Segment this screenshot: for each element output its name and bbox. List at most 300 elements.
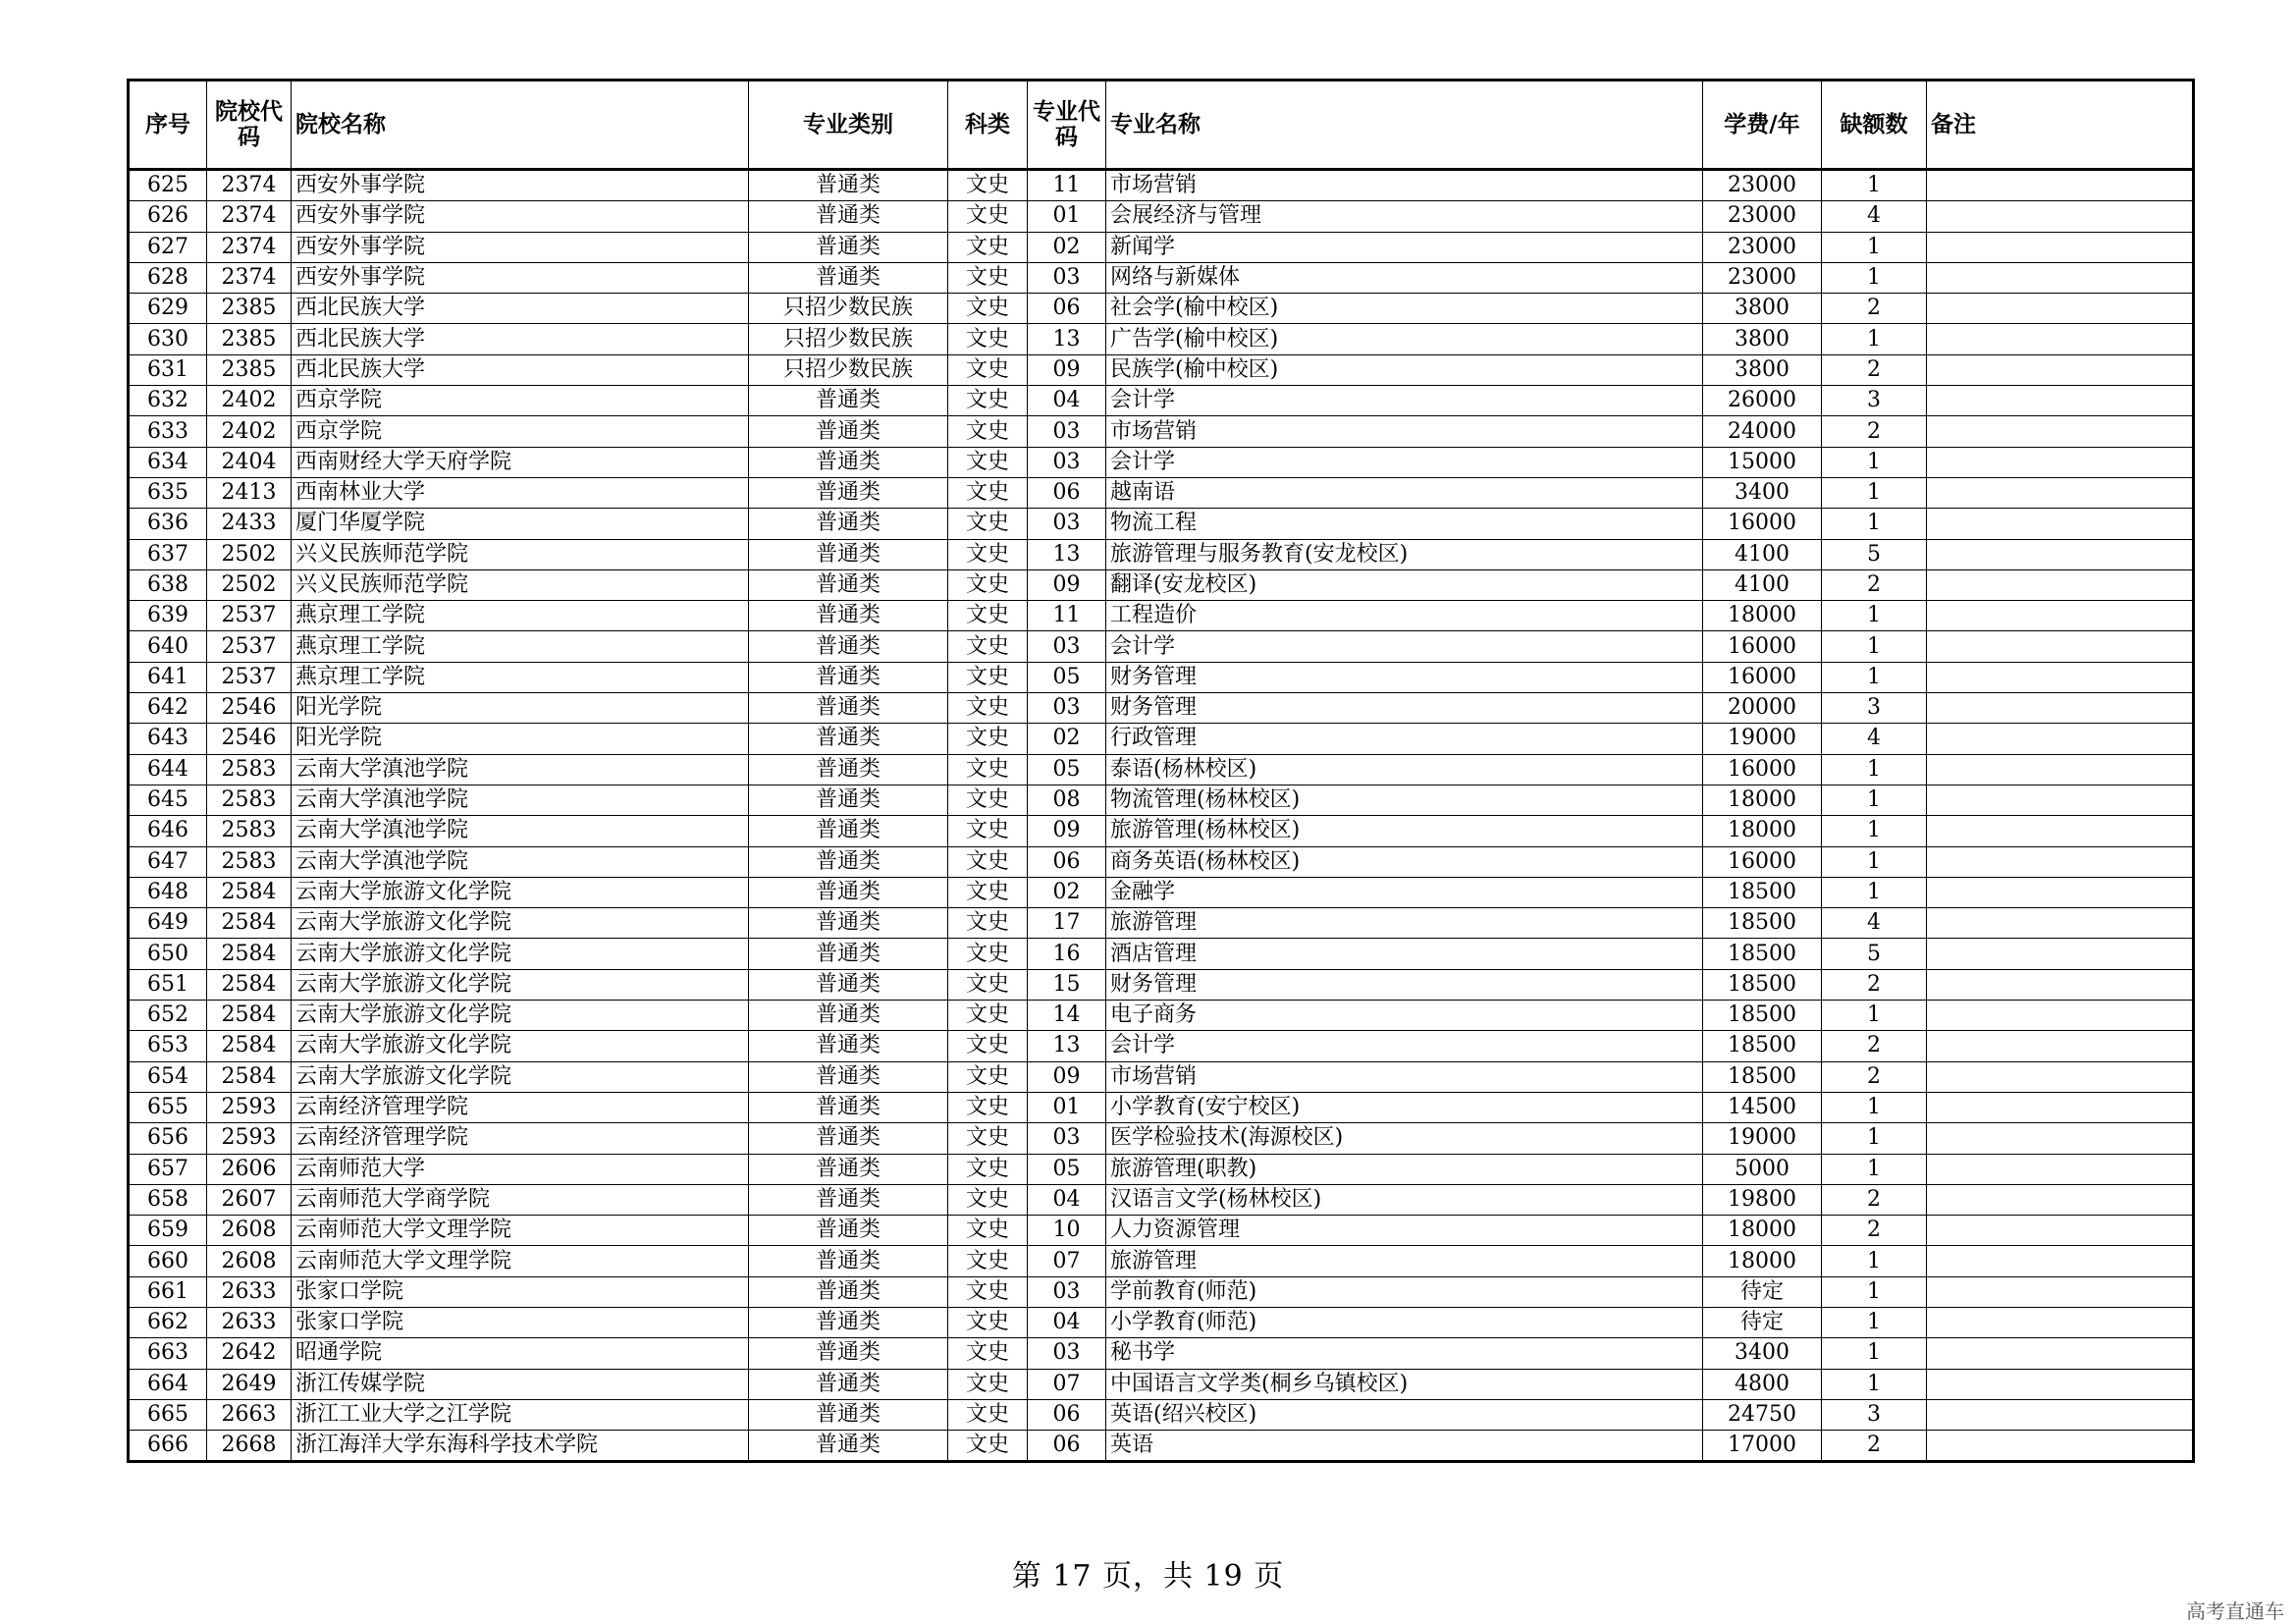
cell-subject-type: 文史 xyxy=(948,1246,1028,1276)
cell-index: 666 xyxy=(129,1431,207,1462)
table-row xyxy=(129,1431,2194,1462)
cell-major-name: 旅游管理 xyxy=(1106,1246,1703,1276)
cell-index: 636 xyxy=(129,509,207,539)
cell-remarks xyxy=(1927,877,2194,907)
cell-major-name: 物流管理(杨林校区) xyxy=(1106,785,1703,815)
cell-index: 643 xyxy=(129,724,207,754)
table-row xyxy=(129,969,2194,1000)
cell-school-code: 2584 xyxy=(207,877,292,907)
cell-school-code: 2584 xyxy=(207,969,292,1000)
cell-major-code: 05 xyxy=(1028,1154,1106,1184)
cell-major-code: 09 xyxy=(1028,569,1106,600)
header-subject-type: 科类 xyxy=(948,81,1028,170)
cell-major-name: 会计学 xyxy=(1106,386,1703,416)
cell-subject-type: 文史 xyxy=(948,354,1028,385)
cell-remarks xyxy=(1927,232,2194,262)
cell-major-code: 06 xyxy=(1028,1431,1106,1462)
table-row xyxy=(129,939,2194,969)
cell-index: 663 xyxy=(129,1338,207,1369)
cell-index: 654 xyxy=(129,1061,207,1092)
cell-vacancy: 4 xyxy=(1822,201,1927,232)
cell-major-category: 普通类 xyxy=(749,785,948,815)
cell-remarks xyxy=(1927,969,2194,1000)
cell-tuition: 23000 xyxy=(1703,232,1822,262)
cell-major-category: 普通类 xyxy=(749,693,948,724)
cell-subject-type: 文史 xyxy=(948,1184,1028,1215)
cell-school-code: 2502 xyxy=(207,569,292,600)
table-row xyxy=(129,816,2194,846)
cell-remarks xyxy=(1927,354,2194,385)
cell-index: 662 xyxy=(129,1307,207,1337)
cell-major-name: 行政管理 xyxy=(1106,724,1703,754)
cell-vacancy: 1 xyxy=(1822,846,1927,877)
cell-tuition: 18500 xyxy=(1703,877,1822,907)
cell-major-category: 普通类 xyxy=(749,201,948,232)
cell-remarks xyxy=(1927,1246,2194,1276)
cell-major-category: 普通类 xyxy=(749,569,948,600)
cell-major-code: 03 xyxy=(1028,693,1106,724)
cell-major-name: 小学教育(安宁校区) xyxy=(1106,1092,1703,1122)
cell-index: 630 xyxy=(129,324,207,354)
cell-major-name: 会计学 xyxy=(1106,447,1703,477)
table-row xyxy=(129,1154,2194,1184)
cell-tuition: 16000 xyxy=(1703,846,1822,877)
cell-tuition: 18500 xyxy=(1703,939,1822,969)
cell-index: 632 xyxy=(129,386,207,416)
cell-vacancy: 2 xyxy=(1822,1216,1927,1246)
cell-tuition: 15000 xyxy=(1703,447,1822,477)
cell-major-category: 普通类 xyxy=(749,908,948,939)
cell-subject-type: 文史 xyxy=(948,1216,1028,1246)
table-row xyxy=(129,324,2194,354)
cell-major-name: 财务管理 xyxy=(1106,662,1703,692)
cell-index: 655 xyxy=(129,1092,207,1122)
cell-school-code: 2374 xyxy=(207,232,292,262)
table-row xyxy=(129,1216,2194,1246)
cell-remarks xyxy=(1927,539,2194,569)
cell-major-name: 秘书学 xyxy=(1106,1338,1703,1369)
cell-tuition: 16000 xyxy=(1703,631,1822,662)
cell-remarks xyxy=(1927,1369,2194,1399)
cell-tuition: 24000 xyxy=(1703,416,1822,447)
cell-school-code: 2606 xyxy=(207,1154,292,1184)
cell-major-code: 06 xyxy=(1028,477,1106,508)
cell-major-name: 新闻学 xyxy=(1106,232,1703,262)
cell-major-name: 酒店管理 xyxy=(1106,939,1703,969)
cell-vacancy: 2 xyxy=(1822,969,1927,1000)
cell-tuition: 23000 xyxy=(1703,262,1822,293)
cell-vacancy: 2 xyxy=(1822,1031,1927,1061)
cell-tuition: 3800 xyxy=(1703,354,1822,385)
cell-school-code: 2374 xyxy=(207,170,292,201)
cell-school-name: 燕京理工学院 xyxy=(292,601,749,631)
cell-subject-type: 文史 xyxy=(948,877,1028,907)
cell-school-name: 西北民族大学 xyxy=(292,294,749,324)
cell-major-category: 普通类 xyxy=(749,1399,948,1430)
cell-major-category: 普通类 xyxy=(749,1307,948,1337)
cell-school-code: 2663 xyxy=(207,1399,292,1430)
cell-school-name: 云南大学旅游文化学院 xyxy=(292,908,749,939)
cell-index: 647 xyxy=(129,846,207,877)
cell-major-name: 广告学(榆中校区) xyxy=(1106,324,1703,354)
cell-major-category: 普通类 xyxy=(749,539,948,569)
cell-index: 634 xyxy=(129,447,207,477)
cell-school-name: 阳光学院 xyxy=(292,724,749,754)
cell-school-code: 2546 xyxy=(207,724,292,754)
cell-index: 627 xyxy=(129,232,207,262)
cell-subject-type: 文史 xyxy=(948,1092,1028,1122)
cell-remarks xyxy=(1927,447,2194,477)
cell-tuition: 待定 xyxy=(1703,1307,1822,1337)
cell-remarks xyxy=(1927,1431,2194,1462)
cell-major-name: 翻译(安龙校区) xyxy=(1106,569,1703,600)
cell-school-code: 2502 xyxy=(207,539,292,569)
cell-major-category: 普通类 xyxy=(749,232,948,262)
cell-subject-type: 文史 xyxy=(948,539,1028,569)
header-index: 序号 xyxy=(129,81,207,170)
cell-major-category: 普通类 xyxy=(749,816,948,846)
cell-remarks xyxy=(1927,662,2194,692)
cell-major-code: 03 xyxy=(1028,1338,1106,1369)
cell-school-name: 云南大学滇池学院 xyxy=(292,816,749,846)
cell-major-code: 06 xyxy=(1028,846,1106,877)
cell-school-code: 2584 xyxy=(207,1031,292,1061)
cell-school-name: 云南大学滇池学院 xyxy=(292,754,749,785)
cell-vacancy: 3 xyxy=(1822,1399,1927,1430)
cell-major-code: 04 xyxy=(1028,386,1106,416)
cell-tuition: 18500 xyxy=(1703,1031,1822,1061)
cell-subject-type: 文史 xyxy=(948,447,1028,477)
cell-vacancy: 1 xyxy=(1822,816,1927,846)
cell-index: 658 xyxy=(129,1184,207,1215)
cell-index: 635 xyxy=(129,477,207,508)
table-row xyxy=(129,754,2194,785)
cell-major-name: 中国语言文学类(桐乡乌镇校区) xyxy=(1106,1369,1703,1399)
cell-school-name: 西安外事学院 xyxy=(292,262,749,293)
cell-major-code: 03 xyxy=(1028,1123,1106,1154)
cell-major-name: 小学教育(师范) xyxy=(1106,1307,1703,1337)
page-number: 第 17 页，共 19 页 xyxy=(1011,1559,1285,1594)
table-row xyxy=(129,1307,2194,1337)
cell-vacancy: 1 xyxy=(1822,1123,1927,1154)
cell-major-category: 普通类 xyxy=(749,877,948,907)
cell-school-code: 2385 xyxy=(207,324,292,354)
cell-vacancy: 1 xyxy=(1822,324,1927,354)
cell-school-code: 2413 xyxy=(207,477,292,508)
cell-remarks xyxy=(1927,1184,2194,1215)
header-major-category: 专业类别 xyxy=(749,81,948,170)
cell-tuition: 24750 xyxy=(1703,1399,1822,1430)
cell-index: 659 xyxy=(129,1216,207,1246)
cell-vacancy: 5 xyxy=(1822,939,1927,969)
cell-vacancy: 1 xyxy=(1822,785,1927,815)
cell-major-category: 普通类 xyxy=(749,1369,948,1399)
cell-major-code: 05 xyxy=(1028,754,1106,785)
cell-major-category: 普通类 xyxy=(749,1338,948,1369)
cell-school-code: 2584 xyxy=(207,1001,292,1031)
cell-major-name: 社会学(榆中校区) xyxy=(1106,294,1703,324)
table-row xyxy=(129,569,2194,600)
table-row xyxy=(129,601,2194,631)
table-row xyxy=(129,447,2194,477)
cell-remarks xyxy=(1927,846,2194,877)
cell-school-name: 云南大学旅游文化学院 xyxy=(292,1061,749,1092)
cell-major-name: 旅游管理(职教) xyxy=(1106,1154,1703,1184)
cell-vacancy: 1 xyxy=(1822,1154,1927,1184)
cell-major-category: 普通类 xyxy=(749,846,948,877)
cell-school-name: 厦门华厦学院 xyxy=(292,509,749,539)
table-row xyxy=(129,416,2194,447)
watermark-text: 高考直通车 xyxy=(2186,1599,2284,1623)
cell-remarks xyxy=(1927,693,2194,724)
cell-remarks xyxy=(1927,785,2194,815)
cell-school-code: 2583 xyxy=(207,816,292,846)
cell-major-category: 普通类 xyxy=(749,447,948,477)
cell-school-name: 云南经济管理学院 xyxy=(292,1123,749,1154)
cell-school-name: 兴义民族师范学院 xyxy=(292,539,749,569)
cell-remarks xyxy=(1927,416,2194,447)
cell-school-name: 云南师范大学商学院 xyxy=(292,1184,749,1215)
cell-major-name: 旅游管理与服务教育(安龙校区) xyxy=(1106,539,1703,569)
cell-school-code: 2649 xyxy=(207,1369,292,1399)
cell-vacancy: 1 xyxy=(1822,262,1927,293)
cell-school-name: 昭通学院 xyxy=(292,1338,749,1369)
table-row xyxy=(129,846,2194,877)
cell-tuition: 待定 xyxy=(1703,1276,1822,1307)
cell-school-code: 2404 xyxy=(207,447,292,477)
cell-school-name: 西京学院 xyxy=(292,416,749,447)
cell-school-name: 浙江海洋大学东海科学技术学院 xyxy=(292,1431,749,1462)
cell-school-code: 2584 xyxy=(207,1061,292,1092)
cell-vacancy: 4 xyxy=(1822,908,1927,939)
cell-major-category: 普通类 xyxy=(749,969,948,1000)
cell-major-code: 09 xyxy=(1028,816,1106,846)
cell-school-code: 2385 xyxy=(207,294,292,324)
cell-remarks xyxy=(1927,262,2194,293)
cell-major-code: 03 xyxy=(1028,416,1106,447)
cell-remarks xyxy=(1927,1216,2194,1246)
cell-remarks xyxy=(1927,1154,2194,1184)
cell-subject-type: 文史 xyxy=(948,324,1028,354)
cell-subject-type: 文史 xyxy=(948,724,1028,754)
cell-subject-type: 文史 xyxy=(948,1061,1028,1092)
cell-school-name: 兴义民族师范学院 xyxy=(292,569,749,600)
cell-tuition: 3800 xyxy=(1703,294,1822,324)
cell-remarks xyxy=(1927,601,2194,631)
cell-major-category: 普通类 xyxy=(749,386,948,416)
cell-subject-type: 文史 xyxy=(948,416,1028,447)
cell-major-category: 普通类 xyxy=(749,1061,948,1092)
table-row xyxy=(129,1369,2194,1399)
cell-vacancy: 1 xyxy=(1822,631,1927,662)
table-row xyxy=(129,1001,2194,1031)
cell-school-code: 2385 xyxy=(207,354,292,385)
cell-major-name: 物流工程 xyxy=(1106,509,1703,539)
cell-school-code: 2433 xyxy=(207,509,292,539)
table-row xyxy=(129,785,2194,815)
cell-vacancy: 1 xyxy=(1822,1276,1927,1307)
cell-major-category: 只招少数民族 xyxy=(749,294,948,324)
cell-index: 629 xyxy=(129,294,207,324)
table-row xyxy=(129,294,2194,324)
cell-vacancy: 1 xyxy=(1822,447,1927,477)
cell-tuition: 19800 xyxy=(1703,1184,1822,1215)
table-body xyxy=(129,170,2194,1462)
cell-major-name: 越南语 xyxy=(1106,477,1703,508)
cell-major-name: 旅游管理(杨林校区) xyxy=(1106,816,1703,846)
table-row xyxy=(129,539,2194,569)
cell-index: 633 xyxy=(129,416,207,447)
cell-index: 665 xyxy=(129,1399,207,1430)
cell-index: 657 xyxy=(129,1154,207,1184)
cell-major-name: 英语 xyxy=(1106,1431,1703,1462)
cell-major-code: 16 xyxy=(1028,939,1106,969)
table-row xyxy=(129,262,2194,293)
cell-school-name: 云南经济管理学院 xyxy=(292,1092,749,1122)
cell-school-name: 云南师范大学 xyxy=(292,1154,749,1184)
header-major-name: 专业名称 xyxy=(1106,81,1703,170)
cell-major-name: 金融学 xyxy=(1106,877,1703,907)
header-school-name: 院校名称 xyxy=(292,81,749,170)
cell-school-code: 2374 xyxy=(207,262,292,293)
cell-school-name: 云南师范大学文理学院 xyxy=(292,1216,749,1246)
cell-major-name: 泰语(杨林校区) xyxy=(1106,754,1703,785)
cell-major-code: 05 xyxy=(1028,662,1106,692)
cell-major-category: 普通类 xyxy=(749,509,948,539)
cell-remarks xyxy=(1927,324,2194,354)
cell-subject-type: 文史 xyxy=(948,1369,1028,1399)
cell-school-code: 2608 xyxy=(207,1246,292,1276)
cell-major-category: 只招少数民族 xyxy=(749,324,948,354)
cell-subject-type: 文史 xyxy=(948,201,1028,232)
table-row xyxy=(129,1184,2194,1215)
cell-school-name: 张家口学院 xyxy=(292,1276,749,1307)
cell-tuition: 23000 xyxy=(1703,201,1822,232)
cell-major-name: 民族学(榆中校区) xyxy=(1106,354,1703,385)
cell-index: 638 xyxy=(129,569,207,600)
cell-vacancy: 2 xyxy=(1822,1184,1927,1215)
cell-tuition: 18000 xyxy=(1703,601,1822,631)
cell-school-name: 西南林业大学 xyxy=(292,477,749,508)
cell-tuition: 4800 xyxy=(1703,1369,1822,1399)
cell-tuition: 19000 xyxy=(1703,724,1822,754)
cell-tuition: 18000 xyxy=(1703,785,1822,815)
cell-major-code: 10 xyxy=(1028,1216,1106,1246)
cell-vacancy: 1 xyxy=(1822,1001,1927,1031)
cell-index: 651 xyxy=(129,969,207,1000)
cell-tuition: 18000 xyxy=(1703,816,1822,846)
cell-major-category: 普通类 xyxy=(749,1276,948,1307)
cell-vacancy: 2 xyxy=(1822,354,1927,385)
cell-tuition: 14500 xyxy=(1703,1092,1822,1122)
cell-tuition: 18500 xyxy=(1703,1061,1822,1092)
cell-remarks xyxy=(1927,1307,2194,1337)
header-school-code: 院校代码 xyxy=(207,81,292,170)
cell-remarks xyxy=(1927,509,2194,539)
cell-school-name: 西安外事学院 xyxy=(292,170,749,201)
cell-index: 648 xyxy=(129,877,207,907)
cell-school-code: 2593 xyxy=(207,1123,292,1154)
cell-major-name: 学前教育(师范) xyxy=(1106,1276,1703,1307)
cell-major-category: 普通类 xyxy=(749,477,948,508)
cell-subject-type: 文史 xyxy=(948,1276,1028,1307)
cell-major-code: 07 xyxy=(1028,1246,1106,1276)
cell-major-name: 市场营销 xyxy=(1106,416,1703,447)
cell-major-category: 普通类 xyxy=(749,662,948,692)
cell-remarks xyxy=(1927,1123,2194,1154)
table-row xyxy=(129,1399,2194,1430)
cell-tuition: 16000 xyxy=(1703,662,1822,692)
cell-major-category: 普通类 xyxy=(749,631,948,662)
cell-remarks xyxy=(1927,908,2194,939)
cell-major-category: 普通类 xyxy=(749,1092,948,1122)
cell-major-code: 03 xyxy=(1028,262,1106,293)
cell-school-name: 西南财经大学天府学院 xyxy=(292,447,749,477)
cell-tuition: 18500 xyxy=(1703,1001,1822,1031)
cell-major-name: 工程造价 xyxy=(1106,601,1703,631)
table-header xyxy=(129,81,2194,170)
cell-subject-type: 文史 xyxy=(948,294,1028,324)
cell-major-category: 普通类 xyxy=(749,724,948,754)
cell-major-code: 13 xyxy=(1028,1031,1106,1061)
cell-index: 631 xyxy=(129,354,207,385)
cell-major-code: 06 xyxy=(1028,1399,1106,1430)
cell-subject-type: 文史 xyxy=(948,262,1028,293)
cell-school-name: 张家口学院 xyxy=(292,1307,749,1337)
header-major-code: 专业代码 xyxy=(1028,81,1106,170)
cell-school-code: 2633 xyxy=(207,1276,292,1307)
cell-school-code: 2537 xyxy=(207,662,292,692)
cell-major-code: 15 xyxy=(1028,969,1106,1000)
cell-major-code: 09 xyxy=(1028,1061,1106,1092)
table-row xyxy=(129,1276,2194,1307)
cell-tuition: 18000 xyxy=(1703,1216,1822,1246)
cell-tuition: 23000 xyxy=(1703,170,1822,201)
cell-vacancy: 1 xyxy=(1822,1246,1927,1276)
cell-major-name: 网络与新媒体 xyxy=(1106,262,1703,293)
cell-school-code: 2642 xyxy=(207,1338,292,1369)
cell-major-category: 普通类 xyxy=(749,416,948,447)
cell-major-code: 06 xyxy=(1028,294,1106,324)
cell-major-code: 14 xyxy=(1028,1001,1106,1031)
cell-vacancy: 2 xyxy=(1822,416,1927,447)
cell-index: 656 xyxy=(129,1123,207,1154)
cell-major-code: 03 xyxy=(1028,509,1106,539)
cell-vacancy: 1 xyxy=(1822,1369,1927,1399)
cell-subject-type: 文史 xyxy=(948,939,1028,969)
cell-index: 644 xyxy=(129,754,207,785)
cell-school-name: 云南大学滇池学院 xyxy=(292,785,749,815)
cell-school-name: 西北民族大学 xyxy=(292,354,749,385)
cell-tuition: 16000 xyxy=(1703,754,1822,785)
cell-school-code: 2537 xyxy=(207,601,292,631)
cell-school-code: 2546 xyxy=(207,693,292,724)
table-row xyxy=(129,877,2194,907)
cell-major-name: 市场营销 xyxy=(1106,1061,1703,1092)
cell-subject-type: 文史 xyxy=(948,693,1028,724)
cell-school-code: 2608 xyxy=(207,1216,292,1246)
cell-remarks xyxy=(1927,816,2194,846)
cell-school-name: 燕京理工学院 xyxy=(292,662,749,692)
cell-subject-type: 文史 xyxy=(948,1431,1028,1462)
cell-tuition: 4100 xyxy=(1703,539,1822,569)
header-remarks: 备注 xyxy=(1927,81,2194,170)
table-row xyxy=(129,1092,2194,1122)
cell-remarks xyxy=(1927,201,2194,232)
cell-major-code: 13 xyxy=(1028,539,1106,569)
cell-index: 660 xyxy=(129,1246,207,1276)
cell-major-code: 17 xyxy=(1028,908,1106,939)
